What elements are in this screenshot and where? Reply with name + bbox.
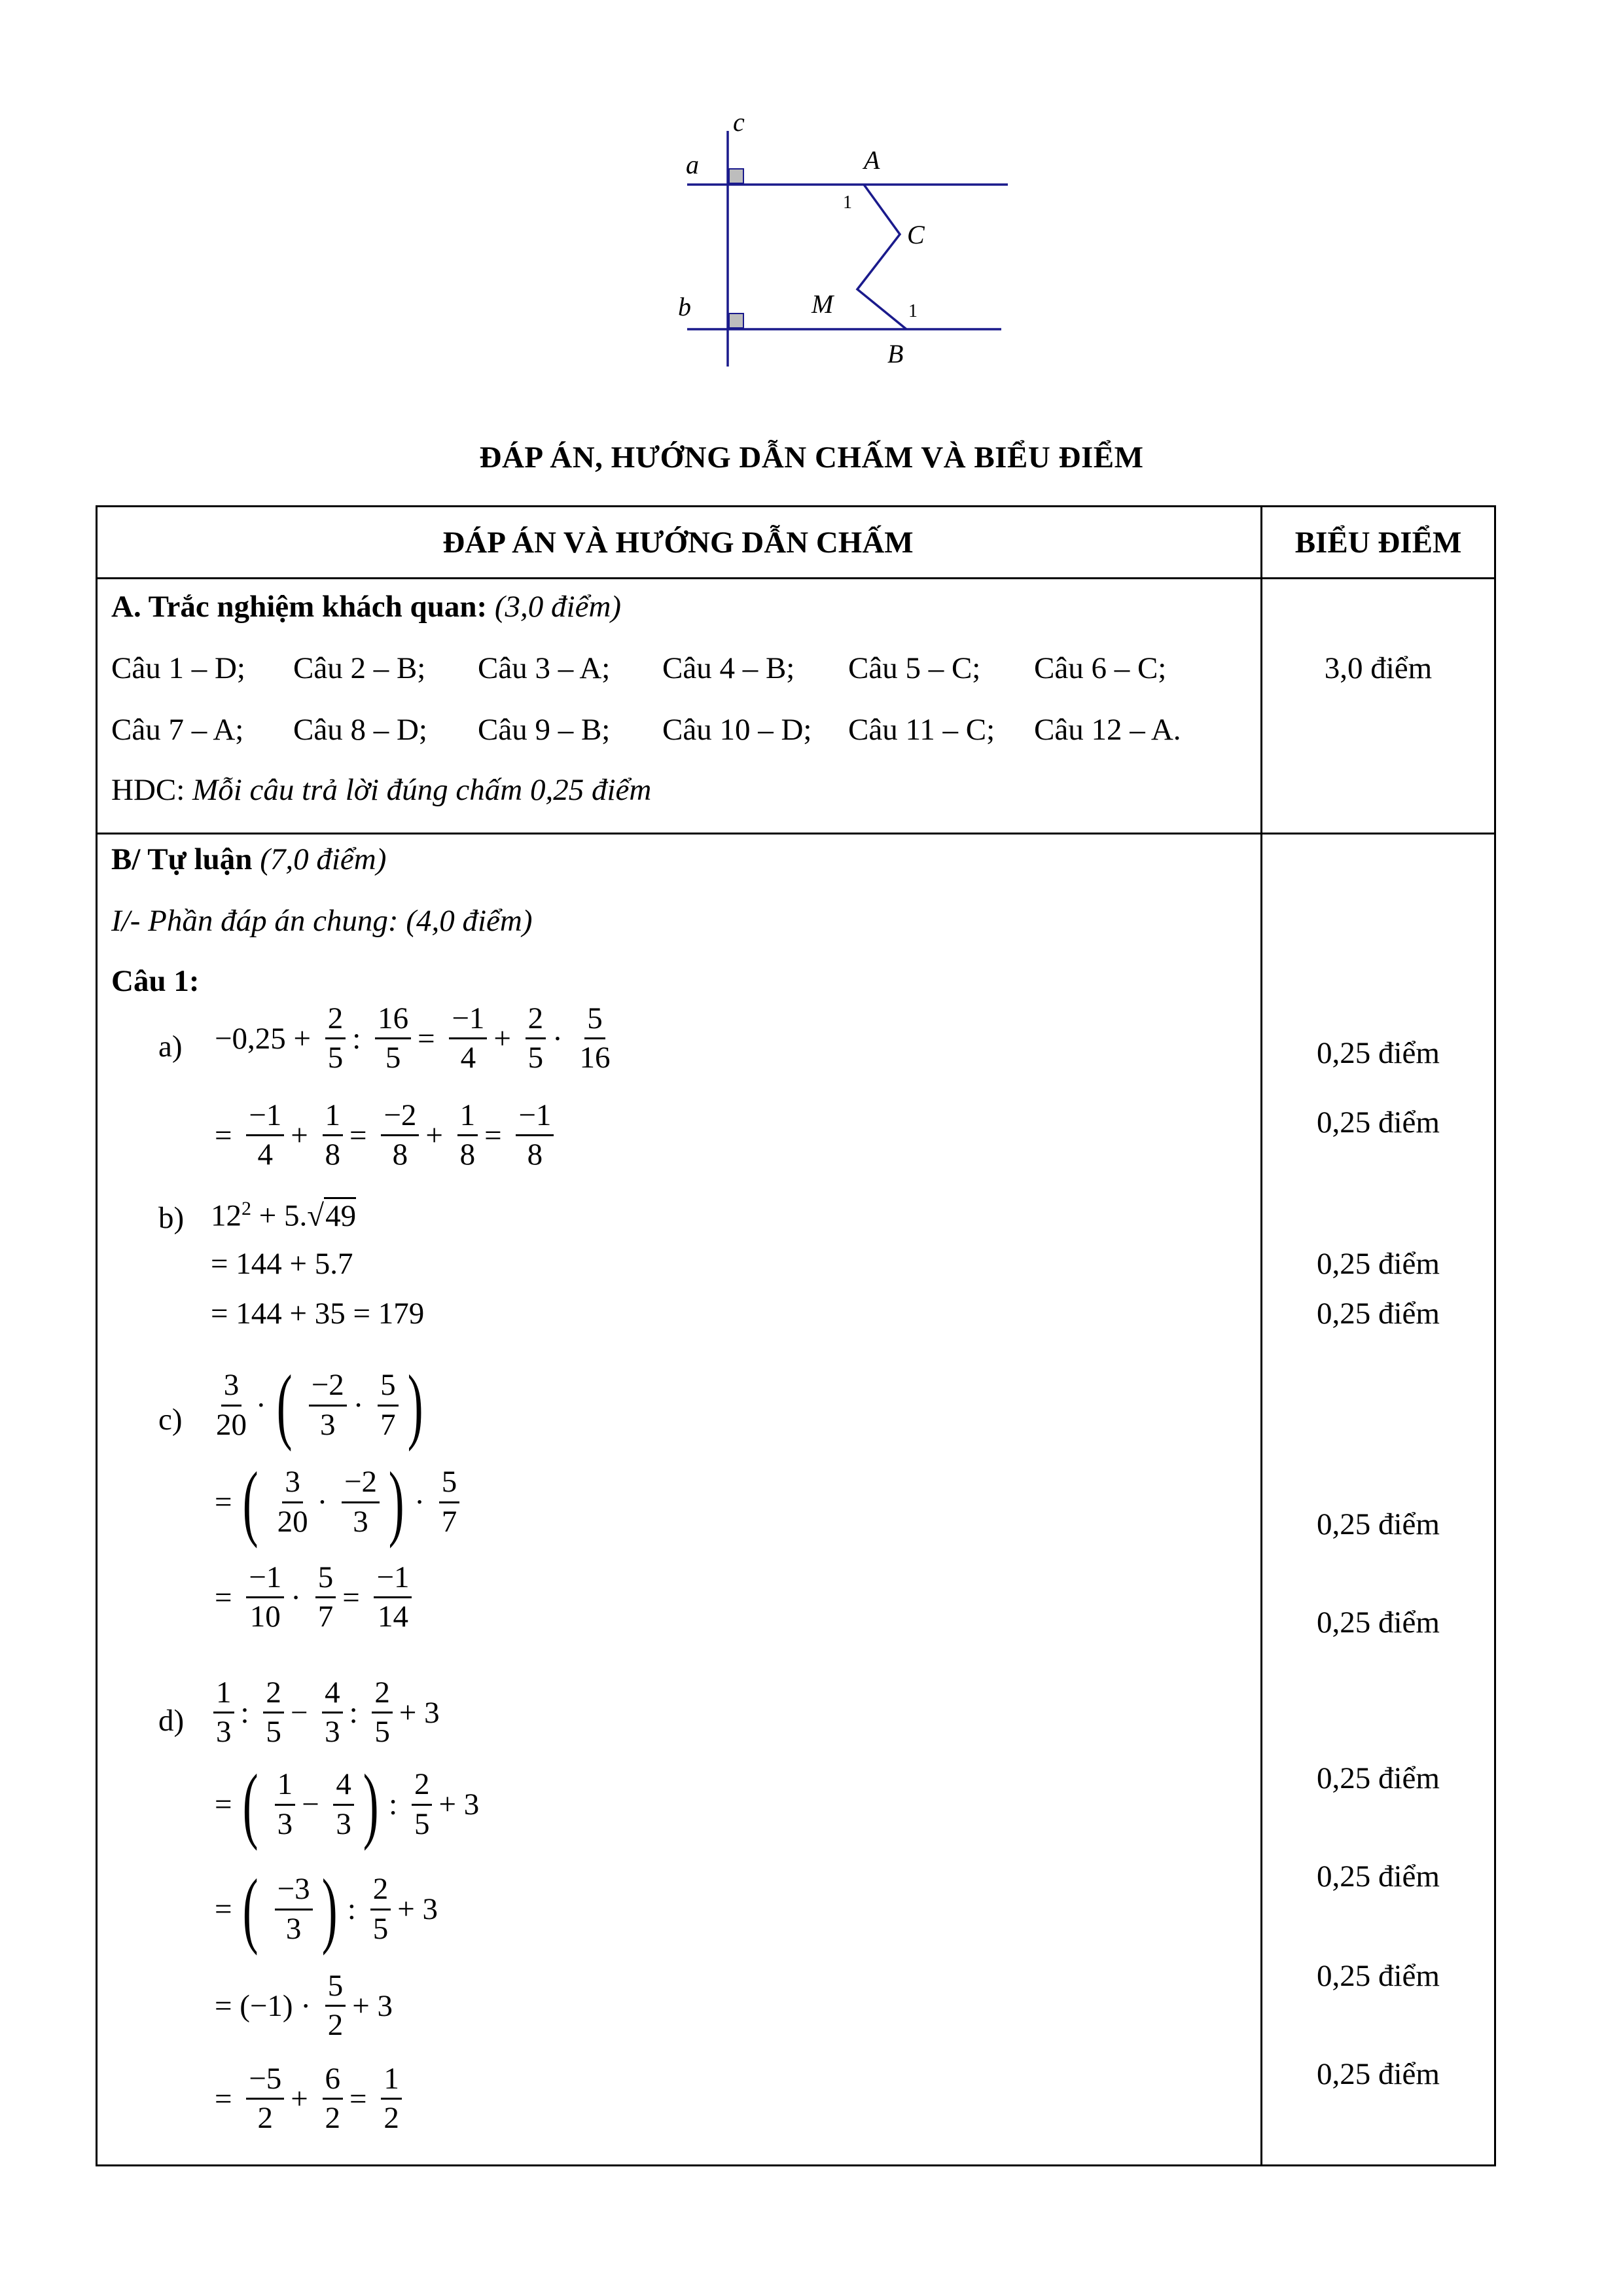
label-d: d) [158, 1704, 185, 1738]
equation-c-line2: = ( $\frac{3}{20}$ · $\frac{-2}{3}$ ) · $\frac{5}{7}$ [211, 1460, 462, 1545]
equation-d-line5: = $\frac{-5}{2}$ + $\frac{6}{2}$ = $\frac{1}{2}$ [211, 2063, 404, 2135]
mcq-answer: Câu 8 – D; [293, 713, 427, 747]
mcq-answer: Câu 3 – A; [478, 651, 611, 685]
equation-a-line1: −0,25 + $\frac{2}{5}$ : $\frac{16}{5}$ = $\frac{-1}{4}$ + $\frac{2}{5}$ · $\frac{5}{16}$ [215, 1001, 611, 1075]
equation-d-line3: = ( $\frac{-3}{3}$ ) : $\frac{2}{5}$ + 3 [215, 1862, 438, 1956]
header-answers: ĐÁP ÁN VÀ HƯỚNG DẪN CHẤM [442, 526, 914, 560]
grading-note-text: Mỗi câu trả lời đúng chấm 0,25 điểm [192, 773, 652, 807]
grading-note-prefix: HDC: [111, 773, 185, 807]
table-border-top [96, 505, 1496, 507]
question-1-heading: Câu 1: [111, 964, 200, 998]
equation-c-line1: $\frac{3}{20}$ · ( $\frac{-2}{3}$ · $\frac{5}{7}$ ) [216, 1358, 423, 1452]
section-b-heading [111, 842, 386, 877]
label-c: c) [158, 1403, 183, 1437]
page-title: ĐÁP ÁN, HƯỚNG DẪN CHẤM VÀ BIỂU ĐIỂM [479, 440, 1144, 475]
table-column-divider [1260, 505, 1262, 2166]
label-a: a [686, 150, 699, 179]
score-item: 0,25 điểm [1317, 1761, 1440, 1795]
angle-label-A: 1 [843, 192, 852, 213]
label-c: c [733, 107, 745, 137]
section-b-points: (7,0 điểm) [260, 842, 387, 876]
answer-table [96, 505, 1496, 2166]
mcq-answer: Câu 10 – D; [662, 713, 812, 747]
mcq-answer: Câu 1 – D; [111, 651, 245, 685]
mcq-answer: Câu 4 – B; [662, 651, 795, 685]
grading-note [111, 772, 651, 808]
label-B: B [887, 339, 904, 368]
right-angle-marker-a [729, 169, 743, 183]
score-item: 0,25 điểm [1317, 1297, 1440, 1331]
score-item: 0,25 điểm [1317, 1959, 1440, 1993]
mcq-answer: Câu 7 – A; [111, 713, 244, 747]
label-C: C [907, 220, 925, 249]
table-border-left [96, 505, 98, 2166]
section-b-title: B/ Tự luận [111, 842, 253, 876]
section-a-points: (3,0 điểm) [494, 590, 622, 624]
label-b: b) [158, 1201, 185, 1235]
equation-d-line2: = ( $\frac{1}{3}$ − $\frac{4}{3}$ ) : $\frac{2}{5}$ + 3 [215, 1757, 480, 1852]
mcq-answer: Câu 12 – A. [1034, 713, 1181, 747]
equation-b-line1: $12^2 + 5.√49$ [211, 1198, 357, 1233]
equation-b-line3: = 144 + 35 = 179 [211, 1297, 425, 1331]
equation-d-line4: = (−1) · $\frac{5}{2}$ + 3 [215, 1969, 393, 2043]
part-one-heading: I/- Phần đáp án chung: (4,0 điểm) [111, 904, 533, 938]
equation-a-line2: = $\frac{-1}{4}$ + $\frac{1}{8}$ = $\frac{-2}{8}$ + $\frac{1}{8}$ = $\frac{-1}{8}$ [211, 1100, 556, 1172]
mcq-answer: Câu 9 – B; [478, 713, 611, 747]
angle-label-B: 1 [908, 301, 918, 321]
header-score: BIỂU ĐIỂM [1294, 526, 1462, 560]
section-a-title: A. Trắc nghiệm khách quan: [111, 590, 488, 624]
equation-b-line2: = 144 + 5.7 [211, 1247, 353, 1281]
mcq-answer: Câu 5 – C; [848, 651, 981, 685]
geometry-figure [654, 105, 1021, 380]
right-angle-marker-b [729, 314, 743, 328]
score-item: 0,25 điểm [1317, 1859, 1440, 1893]
equation-d-line1: $\frac{1}{3}$ : $\frac{2}{5}$ − $\frac{4}{3}$ : $\frac{2}{5}$ + 3 [211, 1677, 444, 1749]
section-a-heading [111, 589, 621, 624]
label-b: b [678, 292, 691, 321]
score-item: 0,25 điểm [1317, 1605, 1440, 1640]
table-border-bottom [96, 2164, 1496, 2166]
table-border-right [1494, 505, 1496, 2166]
section-a-score: 3,0 điểm [1324, 651, 1433, 685]
mcq-answer: Câu 6 – C; [1034, 651, 1167, 685]
score-item: 0,25 điểm [1317, 1036, 1440, 1070]
score-item: 0,25 điểm [1317, 1105, 1440, 1139]
table-row-divider-1 [96, 577, 1496, 579]
mcq-answer: Câu 2 – B; [293, 651, 426, 685]
score-item: 0,25 điểm [1317, 1247, 1440, 1281]
label-M: M [812, 289, 834, 319]
mcq-answer: Câu 11 – C; [848, 713, 995, 747]
table-row-divider-2 [96, 833, 1496, 834]
label-A: A [864, 145, 880, 175]
score-item: 0,25 điểm [1317, 2057, 1440, 2091]
score-item: 0,25 điểm [1317, 1507, 1440, 1541]
label-a: a) [158, 1030, 183, 1064]
equation-c-line3: = $\frac{-1}{10}$ · $\frac{5}{7}$ = $\frac{-1}{14}$ [211, 1562, 414, 1634]
broken-line-acmb [857, 185, 906, 329]
